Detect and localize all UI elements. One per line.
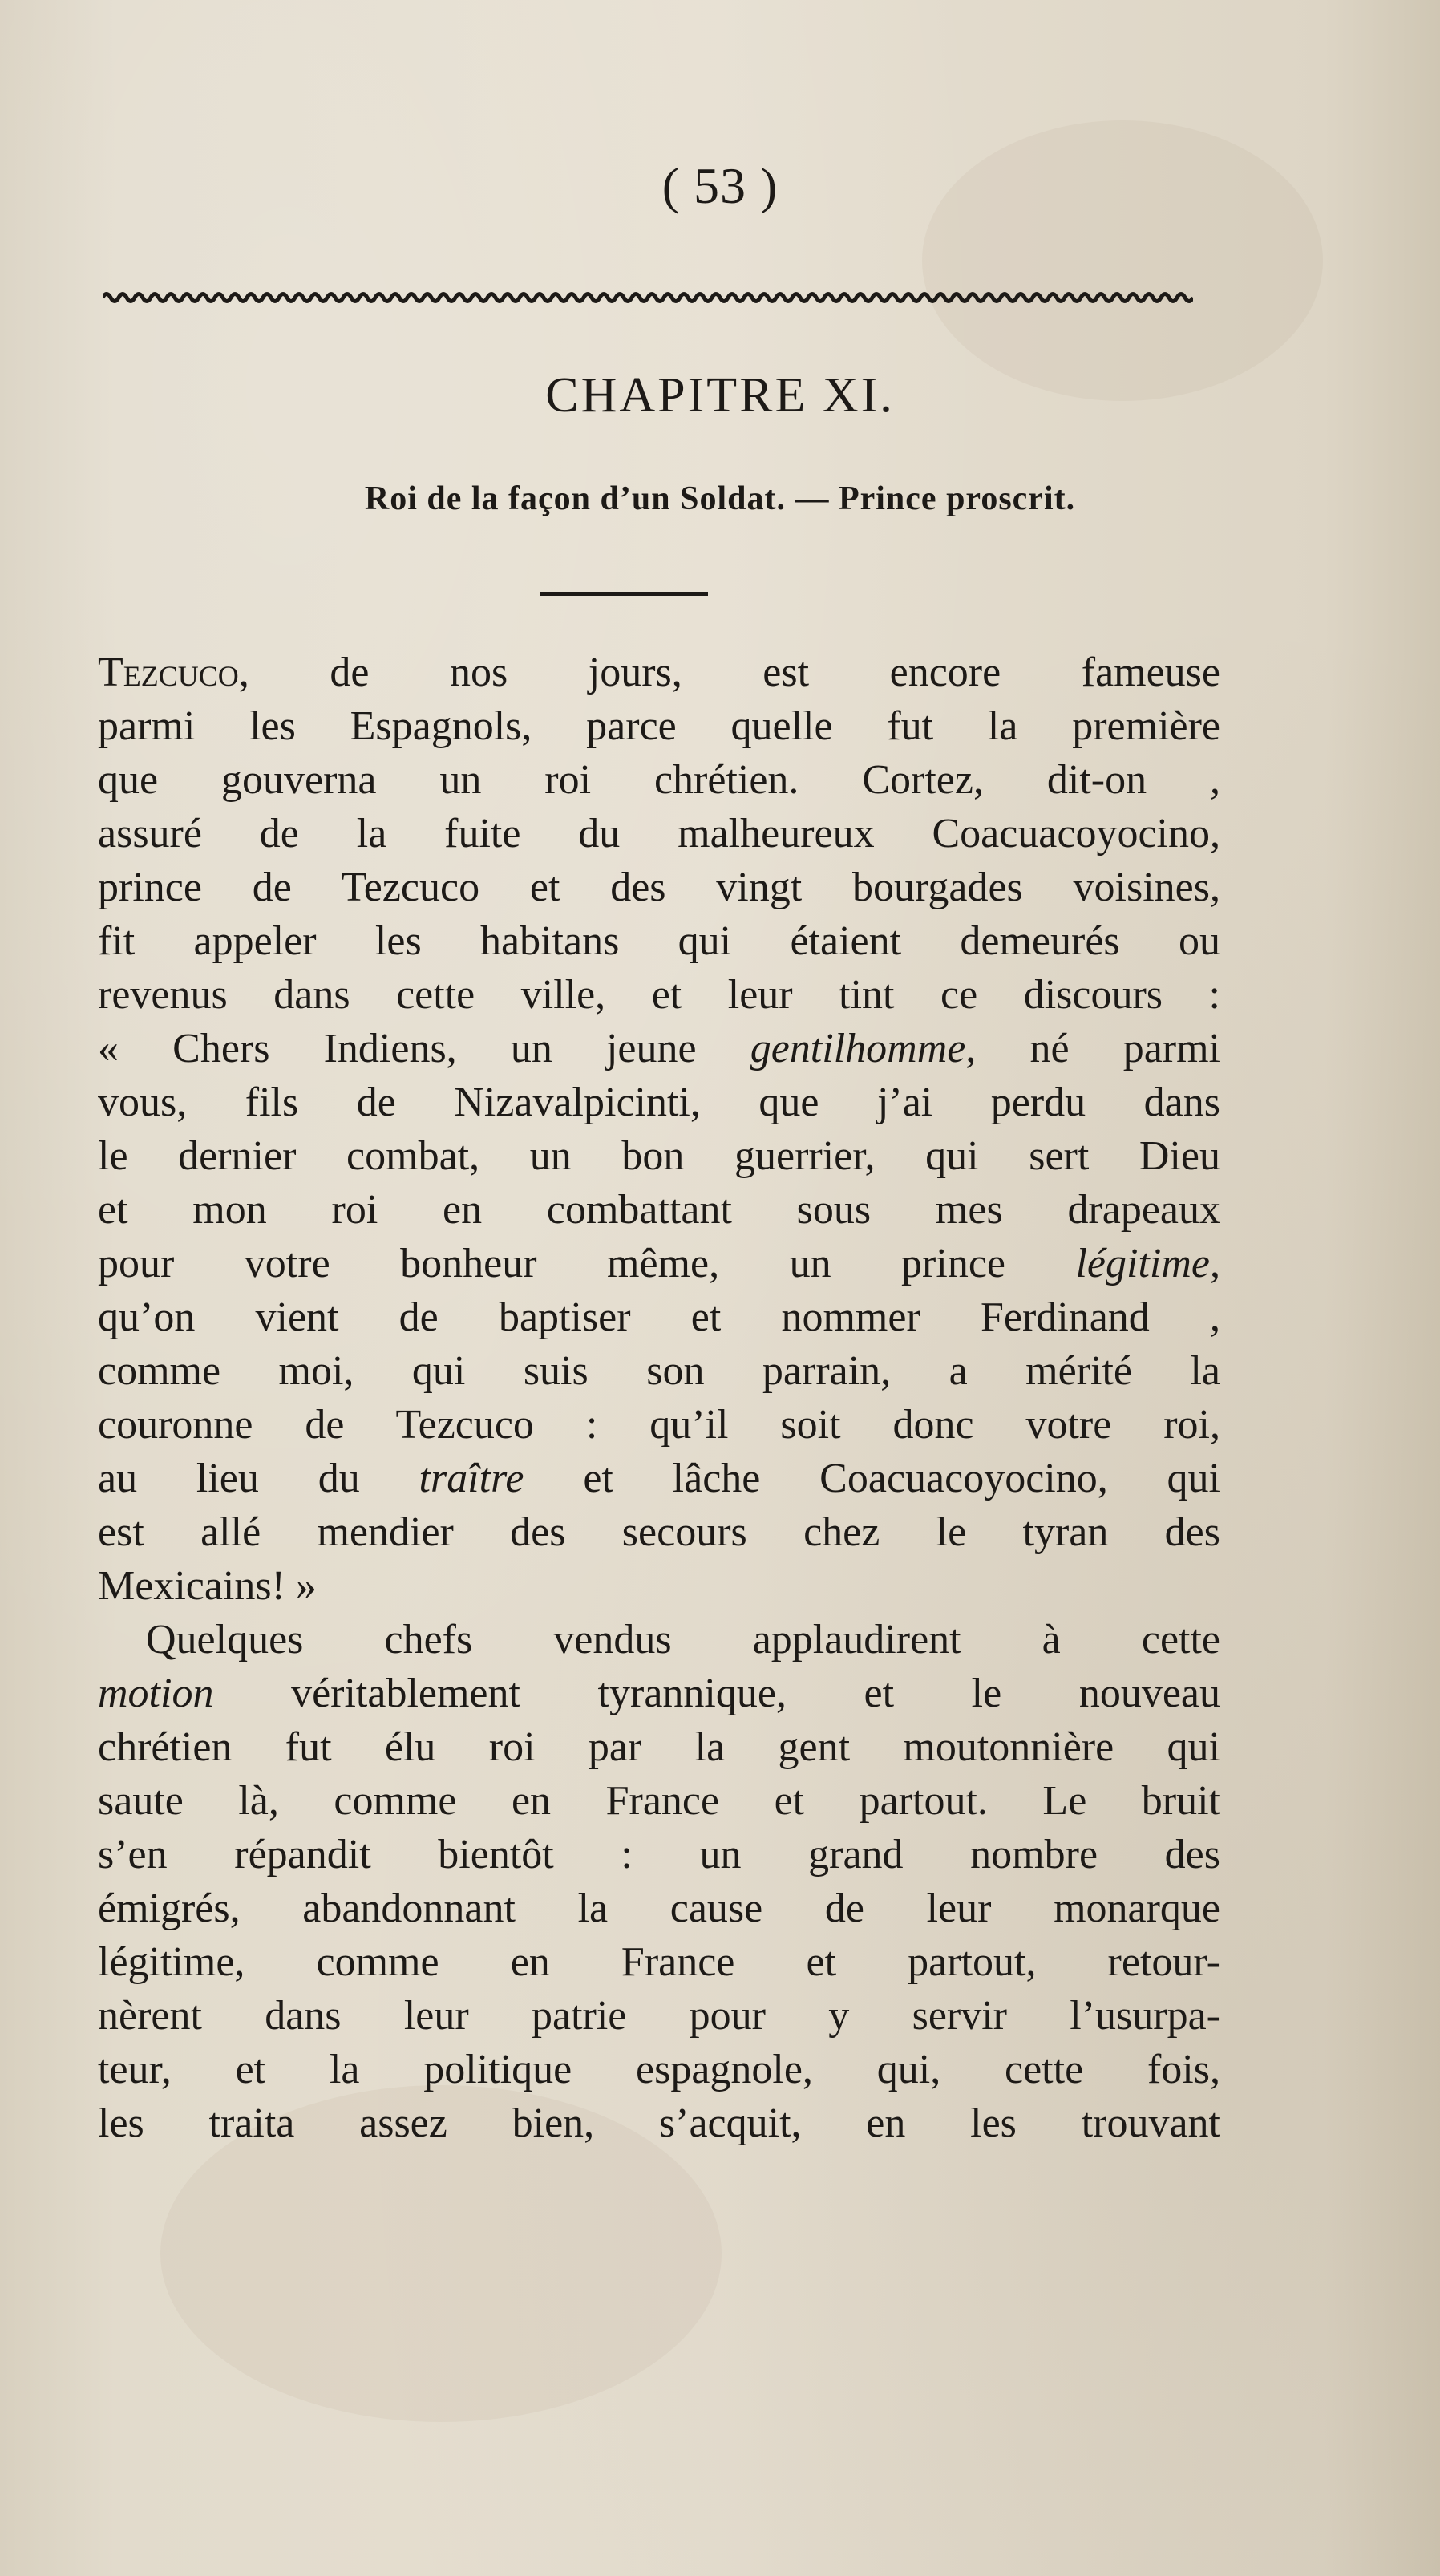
text-segment: au lieu du — [98, 1456, 419, 1501]
text-segment: « Chers Indiens, un jeune — [98, 1026, 750, 1071]
text-line — [98, 1774, 1220, 1828]
text-segment: les traita assez bien, s’acquit, en les trouvant — [98, 2100, 1220, 2146]
text-line — [98, 807, 1220, 861]
text-line — [98, 1075, 1220, 1129]
text-line — [98, 1398, 1220, 1452]
text-line — [98, 1828, 1220, 1881]
body-text — [98, 646, 1220, 2150]
text-segment: , né parmi — [965, 1026, 1220, 1071]
text-segment: assuré de la fuite du malheureux Coacuacoyocino, — [98, 811, 1220, 857]
text-segment: vous, fils de Nizavalpicinti, que j’ai perdu dans — [98, 1079, 1220, 1125]
text-line — [98, 968, 1220, 1022]
text-segment: pour votre bonheur même, un prince — [98, 1241, 1076, 1286]
text-line — [98, 1183, 1220, 1237]
text-segment: est allé mendier des secours chez le tyran des — [98, 1509, 1220, 1555]
text-line — [98, 1559, 1220, 1613]
text-segment-italic: traître — [419, 1456, 524, 1501]
section-divider-rule — [540, 592, 708, 596]
text-line — [98, 1505, 1220, 1559]
text-line — [98, 2096, 1220, 2150]
text-segment: chrétien fut élu roi par la gent moutonnière qui — [98, 1724, 1220, 1770]
text-segment: comme moi, qui suis son parrain, a mérité la — [98, 1348, 1220, 1394]
text-line — [98, 1129, 1220, 1183]
text-segment: Tezcuco — [98, 650, 239, 695]
text-line — [98, 753, 1220, 807]
text-line — [98, 1935, 1220, 1989]
text-segment: émigrés, abandonnant la cause de leur monarque — [98, 1885, 1220, 1931]
text-line — [98, 1720, 1220, 1774]
text-segment: et lâche Coacuacoyocino, qui — [524, 1456, 1220, 1501]
text-line — [98, 1237, 1220, 1290]
text-line — [98, 1290, 1220, 1344]
text-line — [98, 1989, 1220, 2043]
text-segment: , de nos jours, est encore fameuse — [238, 650, 1220, 695]
text-segment-italic: motion — [98, 1671, 214, 1716]
ornamental-wavy-rule — [103, 289, 1193, 306]
text-segment-italic: gentilhomme — [750, 1026, 966, 1071]
text-line — [98, 646, 1220, 699]
text-segment: revenus dans cette ville, et leur tint ce discours : — [98, 972, 1220, 1018]
text-line — [98, 1452, 1220, 1505]
text-segment: le dernier combat, un bon guerrier, qui sert Dieu — [98, 1133, 1220, 1179]
text-segment: fit appeler les habitans qui étaient demeurés ou — [98, 918, 1220, 964]
text-line — [98, 914, 1220, 968]
text-line — [98, 1667, 1220, 1720]
text-segment: Mexicains! » — [98, 1563, 317, 1609]
text-segment: Quelques chefs vendus applaudirent à cette — [146, 1617, 1220, 1663]
text-segment: , — [1210, 1241, 1220, 1286]
text-segment: qu’on vient de baptiser et nommer Ferdinand , — [98, 1294, 1220, 1340]
page-number: ( 53 ) — [661, 157, 779, 214]
text-segment-italic: légitime — [1075, 1241, 1210, 1286]
text-segment: prince de Tezcuco et des vingt bourgades voisines, — [98, 865, 1220, 910]
text-segment: s’en répandit bientôt : un grand nombre des — [98, 1832, 1220, 1877]
text-segment: saute là, comme en France et partout. Le bruit — [98, 1778, 1220, 1824]
chapter-summary: Roi de la façon d’un Soldat. — Prince proscrit. — [364, 480, 1076, 517]
text-line — [98, 1613, 1220, 1667]
text-segment: teur, et la politique espagnole, qui, cette fois, — [98, 2047, 1220, 2092]
text-segment: nèrent dans leur patrie pour y servir l’usurpa- — [98, 1993, 1220, 2039]
text-line — [98, 1022, 1220, 1075]
text-line — [98, 2043, 1220, 2096]
text-line — [98, 861, 1220, 914]
text-segment: véritablement tyrannique, et le nouveau — [213, 1671, 1220, 1716]
text-line — [98, 1344, 1220, 1398]
text-line — [98, 699, 1220, 753]
text-segment: et mon roi en combattant sous mes drapeaux — [98, 1187, 1220, 1233]
text-segment: légitime, comme en France et partout, retour- — [98, 1939, 1220, 1985]
text-segment: couronne de Tezcuco : qu’il soit donc votre roi, — [98, 1402, 1220, 1448]
text-segment: que gouverna un roi chrétien. Cortez, dit-on , — [98, 757, 1220, 803]
text-line — [98, 1881, 1220, 1935]
text-segment: parmi les Espagnols, parce quelle fut la première — [98, 703, 1220, 749]
chapter-title: CHAPITRE XI. — [545, 368, 895, 423]
